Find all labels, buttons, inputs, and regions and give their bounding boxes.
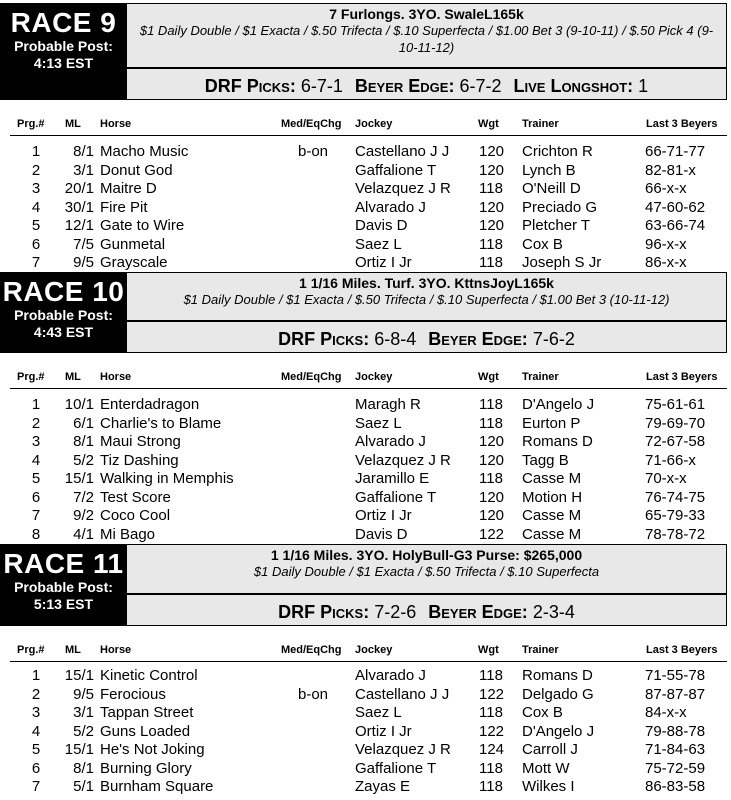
weight: 118: [479, 180, 503, 197]
last-3-beyers: 75-61-61: [645, 396, 706, 413]
entry-row: [0, 180, 731, 199]
probable-post-label: Probable Post:: [14, 38, 113, 54]
horse-name: Gate to Wire: [100, 217, 185, 234]
program-number: 3: [31, 704, 41, 721]
horse-name: Mi Bago: [100, 525, 156, 543]
drf-picks-value: 6-7-1: [300, 76, 343, 96]
program-number: 5: [31, 470, 41, 487]
entry-row: [0, 667, 731, 686]
entry-row: [0, 704, 731, 723]
morning-line: 7/5: [73, 235, 94, 253]
entry-row: [0, 236, 731, 255]
weight: 120: [479, 507, 505, 524]
weight: 118: [479, 414, 503, 432]
race-wagers: $1 Daily Double / $1 Exacta / $.50 Trifecta / $.10 Superfecta / $1.00 Bet 3 (10-11-12): [183, 292, 670, 307]
race-number: RACE 9: [10, 7, 117, 38]
horse-name: Burning Glory: [100, 759, 192, 777]
program-number: 3: [31, 180, 41, 197]
race-conditions: 1 1/16 Miles. Turf. 3YO. KttnsJoyL165k: [299, 275, 554, 291]
probable-post-label: Probable Post:: [14, 579, 113, 595]
weight: 124: [479, 741, 505, 758]
horse-name: Coco Cool: [100, 507, 171, 524]
horse-name: Test Score: [100, 488, 171, 506]
morning-line: 5/2: [73, 451, 94, 469]
morning-line: 12/1: [64, 217, 94, 234]
jockey-name: Maragh R: [355, 396, 421, 413]
last-3-beyers: 86-83-58: [645, 778, 706, 795]
entry-row: [0, 199, 731, 218]
race-picks: [127, 75, 726, 97]
probable-post-time: 4:13 EST: [33, 55, 94, 71]
entry-row: [0, 470, 731, 489]
trainer-name: Crichton R: [522, 143, 593, 160]
race-wagers: $1 Daily Double / $1 Exacta / $.50 Trifecta / $.10 Superfecta: [253, 564, 600, 579]
jockey-name: Castellano J J: [355, 685, 450, 703]
jockey-name: Ortiz I Jr: [355, 722, 412, 740]
col-header-prg: Prg.#: [17, 644, 45, 656]
last-3-beyers: 75-72-59: [645, 759, 706, 777]
col-header-horse: Horse: [100, 644, 132, 656]
last-3-beyers: 78-78-72: [645, 525, 706, 543]
last-3-beyers: 96-x-x: [645, 235, 687, 253]
morning-line: 15/1: [64, 667, 94, 684]
drf-picks-value: 6-8-4: [374, 329, 417, 349]
trainer-name: O'Neill D: [522, 180, 581, 197]
trainer-name: Casse M: [522, 470, 582, 487]
jockey-name: Jaramillo E: [355, 470, 430, 487]
weight: 118: [479, 254, 503, 271]
horse-name: Burnham Square: [100, 778, 214, 795]
jockey-name: Velazquez J R: [355, 741, 451, 758]
horse-name: Ferocious: [100, 685, 166, 703]
trainer-name: Wilkes I: [522, 778, 575, 795]
trainer-name: Motion H: [522, 488, 583, 506]
weight: 120: [479, 143, 505, 160]
trainer-name: Romans D: [522, 433, 593, 450]
last-3-beyers: 71-66-x: [645, 451, 696, 469]
col-header-last3: Last 3 Beyers: [646, 371, 718, 383]
weight: 120: [479, 198, 505, 216]
race-info-box: [127, 3, 727, 100]
divider: [127, 67, 726, 69]
program-number: 6: [31, 759, 41, 777]
last-3-beyers: 79-69-70: [645, 414, 706, 432]
race-info-box: [127, 544, 727, 626]
program-number: 4: [31, 722, 41, 740]
weight: 122: [479, 525, 505, 543]
col-header-jockey: Jockey: [355, 118, 393, 130]
horse-name: Maui Strong: [100, 433, 181, 450]
program-number: 4: [31, 198, 41, 216]
entry-row: [0, 254, 731, 273]
weight: 120: [479, 488, 505, 506]
trainer-name: Pletcher T: [522, 217, 591, 234]
trainer-name: Tagg B: [522, 451, 569, 469]
entry-row: [0, 526, 731, 545]
race-info-box: [127, 272, 727, 353]
col-header-med: Med/EqChg: [281, 371, 342, 383]
jockey-name: Zayas E: [355, 778, 411, 795]
morning-line: 9/5: [73, 254, 94, 271]
trainer-name: Cox B: [522, 704, 563, 721]
weight: 118: [479, 667, 503, 684]
trainer-name: Casse M: [522, 525, 582, 543]
entries-header: [0, 640, 731, 660]
beyer-edge-label: Beyer Edge:: [428, 329, 533, 349]
horse-name: Charlie's to Blame: [100, 414, 222, 432]
col-header-trainer: Trainer: [522, 371, 559, 383]
weight: 118: [479, 704, 503, 721]
jockey-name: Saez L: [355, 704, 402, 721]
jockey-name: Davis D: [355, 217, 408, 234]
entry-row: [0, 396, 731, 415]
trainer-name: Eurton P: [522, 414, 581, 432]
col-header-med: Med/EqChg: [281, 644, 342, 656]
jockey-name: Gaffalione T: [355, 759, 437, 777]
jockey-name: Velazquez J R: [355, 180, 451, 197]
morning-line: 3/1: [73, 161, 94, 179]
col-header-med: Med/EqChg: [281, 118, 342, 130]
col-header-wgt: Wgt: [478, 118, 499, 130]
program-number: 1: [31, 396, 41, 413]
race-label-box: [0, 544, 127, 626]
last-3-beyers: 82-81-x: [645, 161, 696, 179]
last-3-beyers: 71-84-63: [645, 741, 706, 758]
program-number: 7: [31, 507, 41, 524]
morning-line: 8/1: [73, 433, 94, 450]
last-3-beyers: 47-60-62: [645, 198, 706, 216]
entry-row: [0, 686, 731, 705]
jockey-name: Alvarado J: [355, 667, 426, 684]
live-longshot-label: Live Longshot:: [513, 76, 639, 96]
weight: 120: [479, 217, 505, 234]
program-number: 2: [31, 414, 41, 432]
horse-name: Macho Music: [100, 143, 189, 160]
divider: [127, 320, 726, 322]
race-header: [0, 272, 727, 353]
jockey-name: Ortiz I Jr: [355, 507, 412, 524]
weight: 118: [479, 759, 503, 777]
trainer-name: Delgado G: [522, 685, 594, 703]
jockey-name: Davis D: [355, 525, 408, 543]
col-header-last3: Last 3 Beyers: [646, 118, 718, 130]
morning-line: 9/2: [73, 507, 94, 524]
race-header: [0, 544, 727, 626]
drf-picks-label: DRF Picks:: [204, 76, 301, 96]
trainer-name: Preciado G: [522, 198, 598, 216]
weight: 120: [479, 451, 505, 469]
header-rule: [10, 661, 727, 662]
morning-line: 10/1: [64, 396, 94, 413]
weight: 118: [479, 470, 503, 487]
jockey-name: Ortiz I Jr: [355, 254, 412, 271]
trainer-name: Casse M: [522, 507, 582, 524]
probable-post-time: 5:13 EST: [33, 596, 94, 612]
entry-row: [0, 162, 731, 181]
header-rule: [10, 388, 727, 389]
col-header-last3: Last 3 Beyers: [646, 644, 718, 656]
trainer-name: Joseph S Jr: [522, 254, 602, 271]
weight: 118: [479, 778, 503, 795]
last-3-beyers: 66-71-77: [645, 143, 706, 160]
morning-line: 8/1: [73, 759, 94, 777]
last-3-beyers: 66-x-x: [645, 180, 687, 197]
weight: 122: [479, 722, 505, 740]
col-header-wgt: Wgt: [478, 371, 499, 383]
jockey-name: Velazquez J R: [355, 451, 451, 469]
entry-row: [0, 143, 731, 162]
morning-line: 30/1: [64, 198, 94, 216]
horse-name: Maitre D: [100, 180, 157, 197]
program-number: 5: [31, 217, 41, 234]
last-3-beyers: 70-x-x: [645, 470, 687, 487]
trainer-name: Lynch B: [522, 161, 576, 179]
trainer-name: Cox B: [522, 235, 563, 253]
program-number: 8: [31, 525, 41, 543]
col-header-trainer: Trainer: [522, 118, 559, 130]
col-header-trainer: Trainer: [522, 644, 559, 656]
weight: 120: [479, 161, 505, 179]
horse-name: Walking in Memphis: [100, 470, 234, 487]
horse-name: Tappan Street: [100, 704, 194, 721]
entry-row: [0, 760, 731, 779]
jockey-name: Gaffalione T: [355, 161, 437, 179]
program-number: 5: [31, 741, 41, 758]
morning-line: 5/2: [73, 722, 94, 740]
race-number: RACE 11: [3, 548, 124, 579]
trainer-name: D'Angelo J: [522, 396, 595, 413]
probable-post-time: 4:43 EST: [33, 324, 94, 340]
last-3-beyers: 63-66-74: [645, 217, 706, 234]
col-header-wgt: Wgt: [478, 644, 499, 656]
col-header-prg: Prg.#: [17, 118, 45, 130]
weight: 120: [479, 433, 505, 450]
race-label-box: [0, 3, 127, 100]
morning-line: 7/2: [73, 488, 94, 506]
header-rule: [10, 135, 727, 136]
horse-name: Donut God: [100, 161, 173, 179]
drf-picks-label: DRF Picks:: [278, 602, 375, 622]
entry-row: [0, 415, 731, 434]
jockey-name: Saez L: [355, 235, 402, 253]
entry-row: [0, 507, 731, 526]
beyer-edge-value: 2-3-4: [532, 602, 575, 622]
jockey-name: Alvarado J: [355, 433, 426, 450]
program-number: 6: [31, 488, 41, 506]
beyer-edge-value: 6-7-2: [459, 76, 502, 96]
col-header-jockey: Jockey: [355, 371, 393, 383]
med-eq-change: b-on: [298, 685, 329, 703]
morning-line: 20/1: [64, 180, 94, 197]
last-3-beyers: 65-79-33: [645, 507, 706, 524]
horse-name: He's Not Joking: [100, 741, 205, 758]
med-eq-change: b-on: [298, 143, 329, 160]
entries-header: [0, 367, 731, 387]
col-header-horse: Horse: [100, 118, 132, 130]
entry-row: [0, 217, 731, 236]
race-picks: [127, 328, 726, 350]
morning-line: 15/1: [64, 470, 94, 487]
program-number: 3: [31, 433, 41, 450]
entry-row: [0, 723, 731, 742]
program-number: 1: [31, 667, 41, 684]
jockey-name: Castellano J J: [355, 143, 450, 160]
race-conditions: 1 1/16 Miles. 3YO. HolyBull-G3 Purse: $265,000: [270, 547, 583, 563]
drf-picks-value: 7-2-6: [374, 602, 417, 622]
morning-line: 4/1: [73, 525, 94, 543]
drf-picks-label: DRF Picks:: [278, 329, 375, 349]
morning-line: 5/1: [73, 778, 94, 795]
entry-row: [0, 489, 731, 508]
beyer-edge-label: Beyer Edge:: [428, 602, 533, 622]
horse-name: Gunmetal: [100, 235, 166, 253]
program-number: 4: [31, 451, 41, 469]
morning-line: 8/1: [73, 143, 94, 160]
last-3-beyers: 84-x-x: [645, 704, 687, 721]
entry-row: [0, 778, 731, 797]
program-number: 6: [31, 235, 41, 253]
entry-row: [0, 433, 731, 452]
weight: 122: [479, 685, 505, 703]
trainer-name: Carroll J: [522, 741, 578, 758]
last-3-beyers: 86-x-x: [645, 254, 687, 271]
last-3-beyers: 79-88-78: [645, 722, 706, 740]
entries-header: [0, 114, 731, 134]
morning-line: 9/5: [73, 685, 94, 703]
race-header: [0, 3, 727, 100]
morning-line: 3/1: [73, 704, 94, 721]
entry-row: [0, 452, 731, 471]
last-3-beyers: 72-67-58: [645, 433, 706, 450]
program-number: 7: [31, 778, 41, 795]
race-wagers: $1 Daily Double / $1 Exacta / $.50 Trifecta / $.10 Superfecta / $1.00 Bet 3 (9-10-11) / $.50 Pick 4 (9-10-11-12): [139, 23, 714, 55]
jockey-name: Saez L: [355, 414, 402, 432]
jockey-name: Alvarado J: [355, 198, 426, 216]
entry-row: [0, 741, 731, 760]
last-3-beyers: 71-55-78: [645, 667, 706, 684]
weight: 118: [479, 235, 503, 253]
col-header-jockey: Jockey: [355, 644, 393, 656]
col-header-horse: Horse: [100, 371, 132, 383]
last-3-beyers: 87-87-87: [645, 685, 706, 703]
race-label-box: [0, 272, 127, 353]
weight: 118: [479, 396, 503, 413]
col-header-ml: ML: [65, 118, 81, 130]
race-number: RACE 10: [2, 276, 125, 307]
horse-name: Grayscale: [100, 254, 168, 271]
program-number: 2: [31, 685, 41, 703]
jockey-name: Gaffalione T: [355, 488, 437, 506]
col-header-ml: ML: [65, 371, 81, 383]
beyer-edge-value: 7-6-2: [532, 329, 575, 349]
col-header-ml: ML: [65, 644, 81, 656]
trainer-name: D'Angelo J: [522, 722, 595, 740]
horse-name: Kinetic Control: [100, 667, 198, 684]
probable-post-label: Probable Post:: [14, 307, 113, 323]
race-picks: [127, 601, 726, 623]
trainer-name: Mott W: [522, 759, 570, 777]
col-header-prg: Prg.#: [17, 371, 45, 383]
horse-name: Enterdadragon: [100, 396, 200, 413]
race-conditions: 7 Furlongs. 3YO. SwaleL165k: [329, 6, 524, 22]
live-longshot-value: 1: [638, 76, 649, 96]
program-number: 2: [31, 161, 41, 179]
horse-name: Guns Loaded: [100, 722, 191, 740]
morning-line: 15/1: [64, 741, 94, 758]
horse-name: Tiz Dashing: [100, 451, 179, 469]
morning-line: 6/1: [73, 414, 94, 432]
last-3-beyers: 76-74-75: [645, 488, 706, 506]
program-number: 1: [31, 143, 41, 160]
divider: [127, 593, 726, 595]
beyer-edge-label: Beyer Edge:: [354, 76, 460, 96]
program-number: 7: [31, 254, 41, 271]
horse-name: Fire Pit: [100, 198, 148, 216]
trainer-name: Romans D: [522, 667, 593, 684]
